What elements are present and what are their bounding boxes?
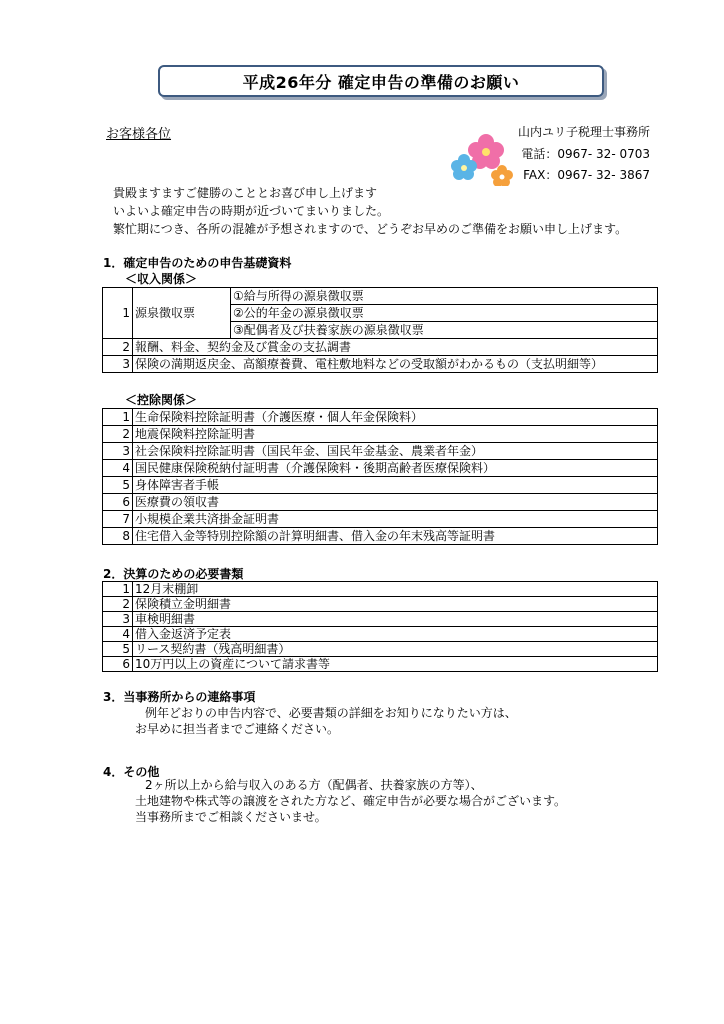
row-text: リース契約書（残高明細書） [133, 642, 658, 657]
table-row [103, 627, 658, 642]
page-title [158, 65, 604, 97]
row-text: 保険の満期返戻金、高額療養費、電柱敷地料などの受取額がわかるもの（支払明細等） [133, 356, 658, 373]
row-number: 2 [103, 597, 133, 612]
row-number: 5 [103, 477, 133, 494]
row-text: 生命保険料控除証明書（介護医療・個人年金保険料） [133, 409, 658, 426]
table-row [103, 409, 658, 426]
row-number: 6 [103, 494, 133, 511]
row-number: 6 [103, 657, 133, 672]
flower-icon [450, 130, 514, 186]
settlement-table [102, 581, 658, 672]
row-number: 3 [103, 356, 133, 373]
row-text: 車検明細書 [133, 612, 658, 627]
row-number: 3 [103, 612, 133, 627]
row-label: 源泉徴収票 [133, 288, 231, 339]
table-row [103, 528, 658, 545]
row-text: 医療費の領収書 [133, 494, 658, 511]
section2-title: 2．決算のための必要書類 [103, 567, 244, 581]
row-text: 12月末棚卸 [133, 582, 658, 597]
section4-line-1: 2ヶ所以上から給与収入のある方（配偶者、扶養家族の方等）、 [145, 778, 483, 792]
table-row [103, 356, 658, 373]
table-row [103, 657, 658, 672]
table-row [103, 288, 658, 305]
row-number: 4 [103, 460, 133, 477]
deduction-heading: ＜控除関係＞ [125, 393, 198, 407]
row-text: 借入金返済予定表 [133, 627, 658, 642]
row-sub-item: ②公的年金の源泉徴収票 [231, 305, 658, 322]
row-number: 5 [103, 642, 133, 657]
intro-line-2: いよいよ確定申告の時期が近づいてまいりました。 [113, 204, 390, 218]
row-number: 2 [103, 426, 133, 443]
table-row [103, 612, 658, 627]
section4-title: 4．その他 [103, 765, 160, 779]
table-row [103, 582, 658, 597]
recipient: お客様各位 [106, 127, 172, 142]
office-phone: 電話：0967- 32- 0703 [521, 147, 650, 161]
intro-line-3: 繁忙期につき、各所の混雑が予想されますので、どうぞお早めのご準備をお願い申し上げます。 [113, 222, 628, 236]
table-row [103, 511, 658, 528]
section3-title: 3．当事務所からの連絡事項 [103, 690, 256, 704]
section3-line-2: お早めに担当者までご連絡ください。 [135, 722, 340, 736]
table-row [103, 477, 658, 494]
row-text: 社会保険料控除証明書（国民年金、国民年金基金、農業者年金） [133, 443, 658, 460]
section4-line-3: 当事務所までご相談くださいませ。 [135, 810, 327, 824]
office-fax: FAX：0967- 32- 3867 [523, 168, 650, 182]
table-row [103, 494, 658, 511]
office-name: 山内ユリ子税理士事務所 [517, 125, 650, 139]
page-title-text: 平成26年分 確定申告の準備のお願い [242, 72, 520, 92]
row-number: 3 [103, 443, 133, 460]
section1-title: 1．確定申告のための申告基礎資料 [103, 256, 292, 270]
row-number: 2 [103, 339, 133, 356]
row-number: 1 [103, 288, 133, 339]
row-text: 地震保険料控除証明書 [133, 426, 658, 443]
section3-line-1: 例年どおりの申告内容で、必要書類の詳細をお知りになりたい方は、 [145, 706, 517, 720]
row-text: 報酬、料金、契約金及び賞金の支払調書 [133, 339, 658, 356]
table-row [103, 597, 658, 612]
row-number: 1 [103, 582, 133, 597]
row-text: 小規模企業共済掛金証明書 [133, 511, 658, 528]
row-sub-item: ①給与所得の源泉徴収票 [231, 288, 658, 305]
table-row [103, 339, 658, 356]
row-text: 保険積立金明細書 [133, 597, 658, 612]
row-number: 4 [103, 627, 133, 642]
table-row [103, 443, 658, 460]
deduction-table [102, 408, 658, 545]
row-number: 8 [103, 528, 133, 545]
table-row [103, 426, 658, 443]
table-row [103, 460, 658, 477]
income-table [102, 287, 658, 373]
intro-line-1: 貴殿ますますご健勝のこととお喜び申し上げます [113, 186, 378, 200]
income-heading: ＜収入関係＞ [125, 272, 198, 286]
row-number: 7 [103, 511, 133, 528]
row-text: 身体障害者手帳 [133, 477, 658, 494]
row-text: 10万円以上の資産について請求書等 [133, 657, 658, 672]
row-number: 1 [103, 409, 133, 426]
section4-line-2: 土地建物や株式等の譲渡をされた方など、確定申告が必要な場合がございます。 [135, 794, 567, 808]
row-sub-item: ③配偶者及び扶養家族の源泉徴収票 [231, 322, 658, 339]
row-text: 国民健康保険税納付証明書（介護保険料・後期高齢者医療保険料） [133, 460, 658, 477]
row-text: 住宅借入金等特別控除額の計算明細書、借入金の年末残高等証明書 [133, 528, 658, 545]
table-row [103, 642, 658, 657]
